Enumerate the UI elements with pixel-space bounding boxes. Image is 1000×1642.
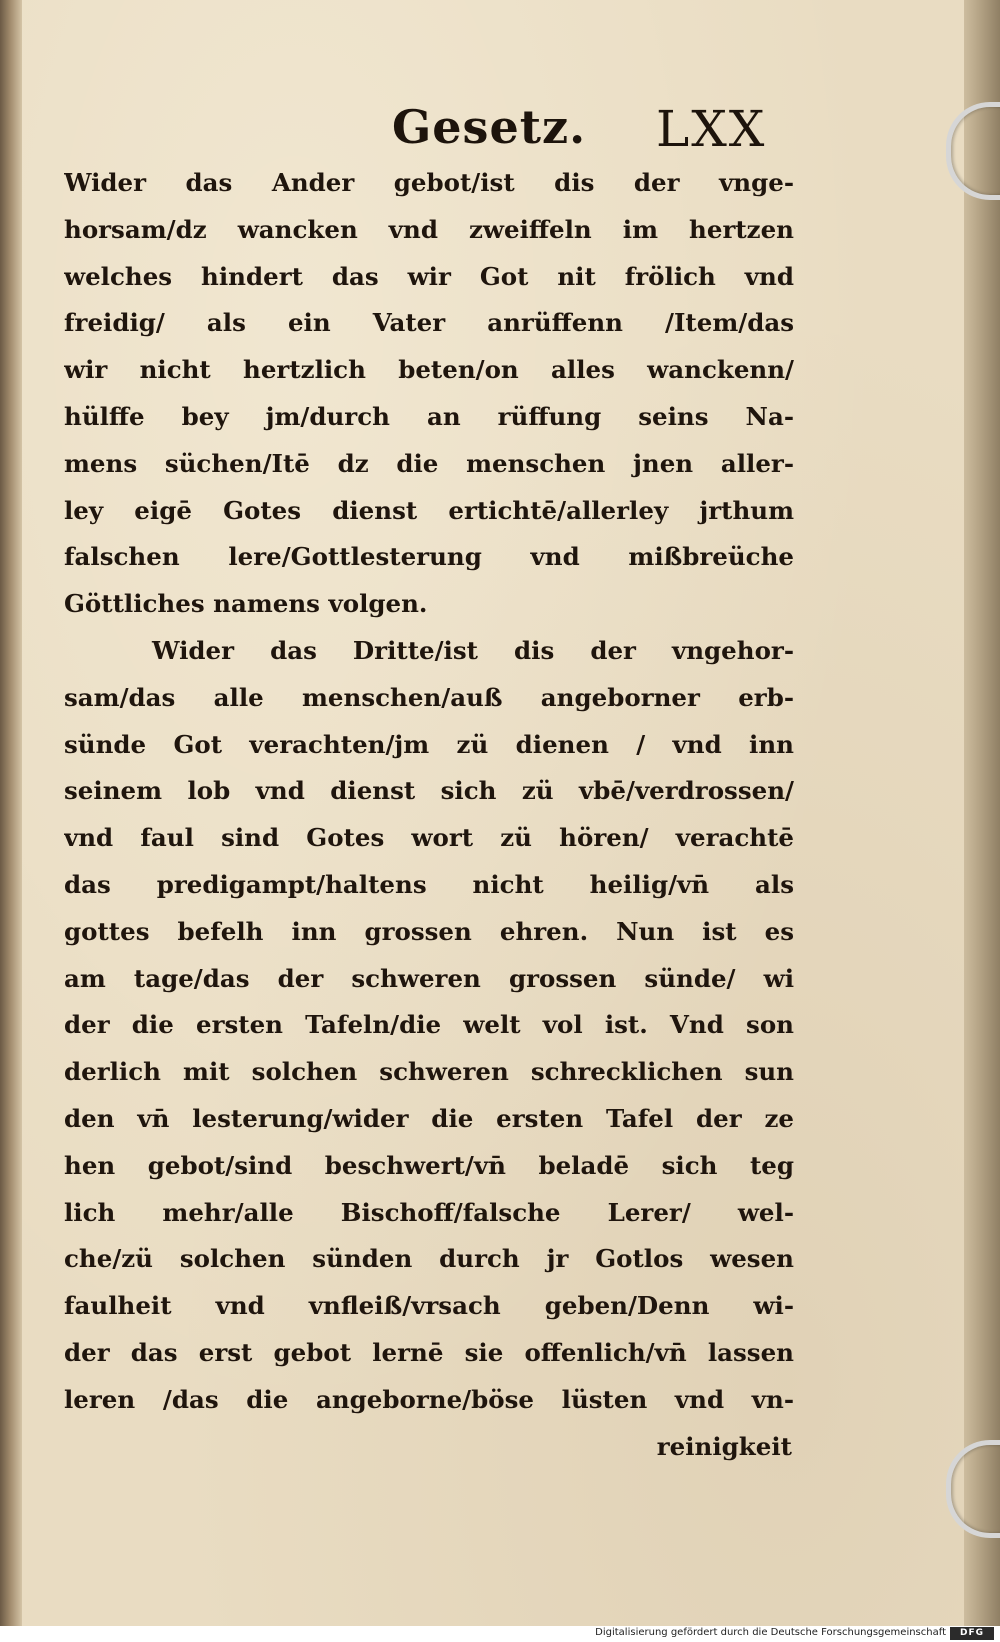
text-line: Wider das Ander gebot/ist dis der vnge- [64, 168, 794, 197]
text-line: che/zü solchen sünden durch jr Gotlos wesen [64, 1244, 794, 1274]
text-line: lich mehr/alle Bischoff/falsche Lerer/ wel- [64, 1197, 794, 1227]
text-line: am tage/das der schweren grossen sünde/ wi [64, 963, 794, 993]
text-line: der die ersten Tafeln/die welt vol ist. Vnd son [64, 1010, 794, 1040]
text-line: seinem lob vnd dienst sich zü vbē/verdrossen/ [64, 776, 794, 806]
text-line: der das erst gebot lernē sie offenlich/vn̄ lassen [64, 1337, 794, 1367]
text-line: sam/das alle menschen/auß angeborner erb- [64, 682, 794, 712]
folio-number: LXX [656, 100, 767, 158]
text-line: leren /das die angeborne/böse lüsten vnd vn- [64, 1384, 794, 1414]
text-line: derlich mit solchen schweren schrecklichen sun [64, 1057, 794, 1087]
text-line: das predigampt/haltens nicht heilig/vn̄ als [64, 869, 794, 899]
text-line: mens süchen/Itē dz die menschen jnen aller- [64, 448, 794, 478]
digitization-footer [0, 1626, 1000, 1642]
body-text [64, 160, 794, 1470]
running-title: Gesetz. [392, 100, 587, 154]
text-line: gottes befelh inn grossen ehren. Nun ist es [64, 916, 794, 946]
text-line: den vn̄ lesterung/wider die ersten Tafel der ze [64, 1103, 794, 1133]
text-line: sünde Got verachten/jm zü dienen / vnd inn [64, 729, 794, 759]
text-line: Göttliches namens volgen. [64, 589, 428, 619]
dfg-logo: DFG [950, 1627, 994, 1640]
text-line: welches hindert das wir Got nit frölich vnd [64, 261, 794, 291]
page-clip-bottom [946, 1440, 1000, 1538]
text-line: hen gebot/sind beschwert/vn̄ beladē sich teg [64, 1150, 794, 1180]
funding-credit: Digitalisierung gefördert durch die Deutsche Forschungsgemeinschaft [595, 1627, 946, 1638]
page-fore-edge [964, 0, 1000, 1626]
text-line: horsam/dz wancken vnd zweiffeln im hertzen [64, 214, 794, 244]
text-line: falschen lere/Gottlesterung vnd mißbreüche [64, 542, 794, 572]
page-gutter [0, 0, 22, 1626]
catchword: reinigkeit [656, 1431, 792, 1461]
text-line: faulheit vnd vnfleiß/vrsach geben/Denn wi- [64, 1291, 794, 1321]
text-line: wir nicht hertzlich beten/on alles wanckenn/ [64, 355, 794, 385]
text-line: ley eigē Gotes dienst ertichtē/allerley jrthum [64, 495, 794, 525]
text-line: vnd faul sind Gotes wort zü hören/ verachtē [64, 823, 794, 853]
text-line: freidig/ als ein Vater anrüffenn /Item/das [64, 308, 794, 338]
text-line: hülffe bey jm/durch an rüffung seins Na- [64, 401, 794, 431]
text-line-indent: Wider das Dritte/ist dis der vngehor- [152, 635, 794, 665]
